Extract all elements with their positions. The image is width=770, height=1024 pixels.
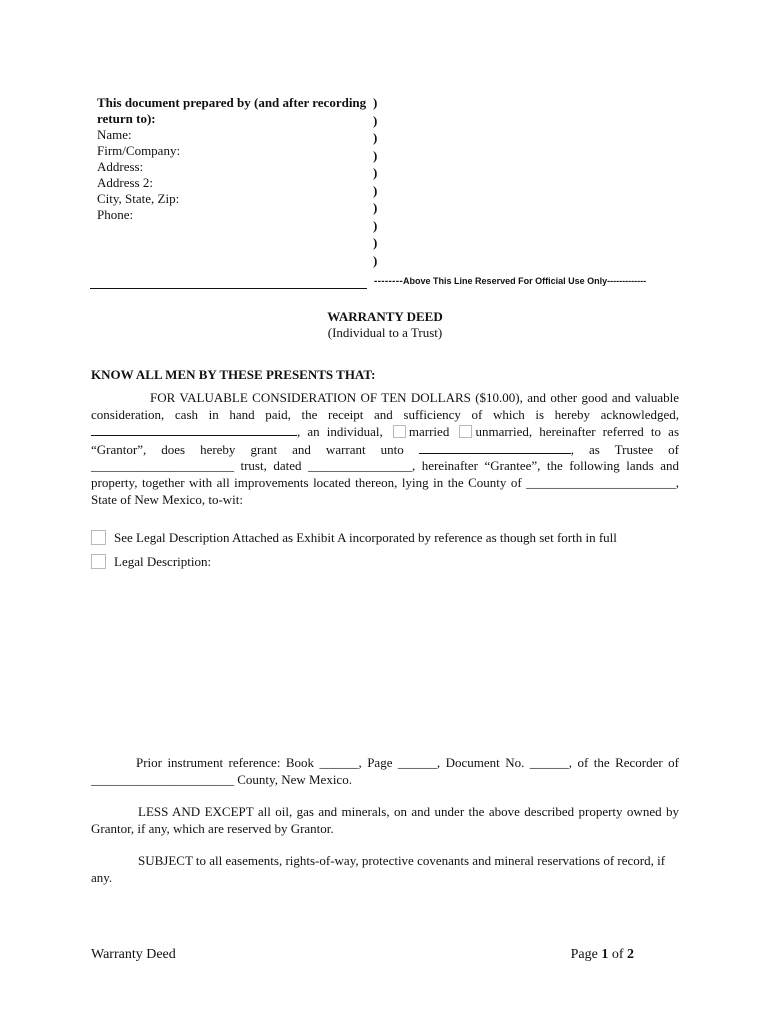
exhibit-checkbox[interactable] xyxy=(91,530,106,545)
individual-text: , an individual, xyxy=(297,424,383,440)
exhibit-option xyxy=(91,530,617,546)
prior-instrument-paragraph xyxy=(91,755,679,788)
state-text: , State of New Mexico, to-wit: xyxy=(91,474,679,507)
prepared-by-heading: This document prepared by (and after recording xyxy=(97,95,367,110)
prior-instrument-text: Prior instrument reference: Book ______, Page ______, Document No. ______, of the Recorder of xyxy=(136,755,679,770)
paren: ) xyxy=(373,130,378,145)
paren: ) xyxy=(373,217,378,233)
trust-name-blank[interactable]: ______________________ xyxy=(91,458,234,474)
paren: ) xyxy=(373,165,378,180)
prior-county-blank[interactable]: ______________________ xyxy=(91,771,234,787)
trust-dated-text: trust, dated xyxy=(234,458,308,474)
married-label: married xyxy=(408,424,450,440)
exhibit-label: See Legal Description Attached as Exhibit A incorporated by reference as though set forth in full xyxy=(114,530,617,545)
reserved-dashes-left: -------- xyxy=(374,276,404,287)
unmarried-text: unmarried, hereinafter referred to as xyxy=(475,424,680,440)
page-label: Page xyxy=(570,947,602,962)
of-label: of xyxy=(608,947,627,962)
trustee-name-blank[interactable] xyxy=(419,441,571,454)
unmarried-checkbox[interactable] xyxy=(459,425,472,438)
address-label: Address: xyxy=(97,159,144,174)
reserved-text: Above This Line Reserved For Official Use Only xyxy=(403,276,608,286)
less-except-text: LESS AND EXCEPT all oil, gas and minerals, on and under the above described property owned by Grantor, if any, which are reserved by Grantor. xyxy=(91,804,679,836)
less-except-paragraph xyxy=(91,804,679,837)
prepared-by-heading-cont: return to): xyxy=(97,111,156,126)
page-current: 1 xyxy=(601,947,609,962)
county-blank[interactable]: _______________________ xyxy=(526,474,676,490)
grantor-name-blank[interactable] xyxy=(91,423,297,436)
paren-column xyxy=(373,94,385,269)
legal-description-checkbox[interactable] xyxy=(91,554,106,569)
trust-date-blank[interactable]: ________________ xyxy=(307,458,412,474)
prior-county-text: County, New Mexico. xyxy=(234,771,352,787)
legal-description-label: Legal Description: xyxy=(114,554,212,569)
grantee-text: , hereinafter “Grantee”, the following lands and property, together with all improvements located thereon, lying in the County of xyxy=(91,458,679,490)
trustee-text: , as Trustee of xyxy=(570,441,680,457)
paren: ) xyxy=(373,147,378,163)
prepared-by-block xyxy=(97,95,367,223)
paren: ) xyxy=(373,200,378,215)
phone-label: Phone: xyxy=(97,207,134,222)
subject-text: SUBJECT to all easements, rights-of-way, protective covenants and mineral reservations of record, if any. xyxy=(91,853,666,885)
consideration-text: FOR VALUABLE CONSIDERATION OF TEN DOLLARS ($10.00), and other good and valuable consideration, cash in hand paid, the receipt and sufficiency of which is hereby acknowledged, xyxy=(91,390,679,422)
paren: ) xyxy=(373,182,378,198)
know-all-men-heading: KNOW ALL MEN BY THESE PRESENTS THAT: xyxy=(91,367,376,382)
grantor-text: “Grantor”, does hereby grant and warrant unto xyxy=(91,441,404,457)
paren: ) xyxy=(373,95,378,110)
paren: ) xyxy=(373,235,378,250)
footer-page-number xyxy=(571,947,634,963)
document-subtitle: (Individual to a Trust) xyxy=(327,325,443,340)
reserved-dashes-right: ------------- xyxy=(607,276,647,286)
reserved-notice xyxy=(374,276,646,287)
city-state-zip-label: City, State, Zip: xyxy=(97,191,180,206)
paren: ) xyxy=(373,112,378,128)
address2-label: Address 2: xyxy=(97,175,153,190)
firm-label: Firm/Company: xyxy=(97,143,181,158)
subject-paragraph xyxy=(91,853,666,886)
document-title: WARRANTY DEED xyxy=(327,309,443,324)
name-label: Name: xyxy=(97,127,132,142)
legal-description-option xyxy=(91,554,211,570)
married-checkbox[interactable] xyxy=(393,425,406,438)
footer-document-name: Warranty Deed xyxy=(91,947,176,962)
consideration-paragraph xyxy=(91,390,679,508)
paren: ) xyxy=(373,252,378,268)
recording-rule-line xyxy=(90,288,367,289)
page-total: 2 xyxy=(627,947,634,962)
